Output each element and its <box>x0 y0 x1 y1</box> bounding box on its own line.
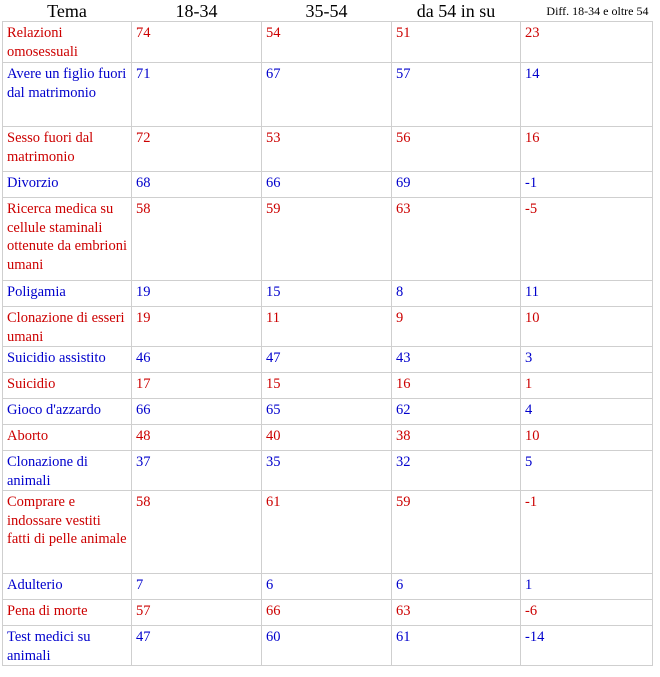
header-diff: Diff. 18-34 e oltre 54 <box>546 3 649 18</box>
cell-diff: 10 <box>521 307 653 347</box>
table-row <box>3 172 653 198</box>
cell-18-34: 57 <box>132 600 262 626</box>
header-18-34: 18-34 <box>175 0 218 21</box>
cell-54-plus: 61 <box>392 626 521 666</box>
cell-35-54: 15 <box>262 373 392 399</box>
cell-18-34: 66 <box>132 399 262 425</box>
cell-diff: 11 <box>521 281 653 307</box>
table-row <box>3 574 653 600</box>
table-row <box>3 347 653 373</box>
cell-35-54: 66 <box>262 172 392 198</box>
cell-tema: Adulterio <box>3 574 132 600</box>
data-table <box>2 0 653 666</box>
cell-18-34: 19 <box>132 281 262 307</box>
cell-tema: Sesso fuori dal matrimonio <box>3 127 132 172</box>
cell-35-54: 54 <box>262 22 392 63</box>
table-header <box>3 0 653 22</box>
cell-tema: Ricerca medica su cellule staminali ottenute da embrioni umani <box>3 198 132 281</box>
cell-diff: -6 <box>521 600 653 626</box>
cell-35-54: 15 <box>262 281 392 307</box>
cell-diff: -1 <box>521 172 653 198</box>
cell-tema: Suicidio assistito <box>3 347 132 373</box>
cell-diff: 16 <box>521 127 653 172</box>
cell-18-34: 7 <box>132 574 262 600</box>
cell-diff: 10 <box>521 425 653 451</box>
table-row <box>3 127 653 172</box>
table-row <box>3 626 653 666</box>
header-row <box>3 0 653 22</box>
cell-tema: Aborto <box>3 425 132 451</box>
table-row <box>3 451 653 491</box>
table-body <box>3 22 653 666</box>
table-row <box>3 600 653 626</box>
cell-54-plus: 9 <box>392 307 521 347</box>
cell-diff: -1 <box>521 491 653 574</box>
cell-tema: Pena di morte <box>3 600 132 626</box>
cell-diff: 23 <box>521 22 653 63</box>
cell-35-54: 59 <box>262 198 392 281</box>
cell-tema: Relazioni omosessuali <box>3 22 132 63</box>
table-row <box>3 307 653 347</box>
cell-diff: 1 <box>521 373 653 399</box>
cell-35-54: 53 <box>262 127 392 172</box>
cell-18-34: 37 <box>132 451 262 491</box>
cell-35-54: 11 <box>262 307 392 347</box>
header-tema: Tema <box>47 0 87 21</box>
cell-35-54: 35 <box>262 451 392 491</box>
cell-18-34: 17 <box>132 373 262 399</box>
cell-tema: Clonazione di animali <box>3 451 132 491</box>
cell-54-plus: 32 <box>392 451 521 491</box>
cell-35-54: 66 <box>262 600 392 626</box>
cell-diff: -14 <box>521 626 653 666</box>
cell-tema: Suicidio <box>3 373 132 399</box>
cell-18-34: 46 <box>132 347 262 373</box>
cell-tema: Avere un figlio fuori dal matrimonio <box>3 63 132 127</box>
cell-54-plus: 63 <box>392 600 521 626</box>
cell-35-54: 61 <box>262 491 392 574</box>
cell-18-34: 58 <box>132 491 262 574</box>
table-row <box>3 63 653 127</box>
cell-tema: Gioco d'azzardo <box>3 399 132 425</box>
cell-35-54: 40 <box>262 425 392 451</box>
cell-35-54: 47 <box>262 347 392 373</box>
cell-18-34: 58 <box>132 198 262 281</box>
cell-35-54: 65 <box>262 399 392 425</box>
cell-54-plus: 6 <box>392 574 521 600</box>
table-row <box>3 491 653 574</box>
cell-54-plus: 63 <box>392 198 521 281</box>
cell-54-plus: 38 <box>392 425 521 451</box>
cell-diff: 4 <box>521 399 653 425</box>
table-row <box>3 373 653 399</box>
cell-18-34: 68 <box>132 172 262 198</box>
cell-54-plus: 69 <box>392 172 521 198</box>
cell-54-plus: 56 <box>392 127 521 172</box>
cell-diff: 14 <box>521 63 653 127</box>
cell-18-34: 74 <box>132 22 262 63</box>
cell-54-plus: 51 <box>392 22 521 63</box>
cell-54-plus: 8 <box>392 281 521 307</box>
cell-35-54: 67 <box>262 63 392 127</box>
cell-54-plus: 43 <box>392 347 521 373</box>
table-row <box>3 425 653 451</box>
cell-18-34: 19 <box>132 307 262 347</box>
cell-18-34: 71 <box>132 63 262 127</box>
cell-54-plus: 62 <box>392 399 521 425</box>
table-row <box>3 281 653 307</box>
table-row <box>3 198 653 281</box>
cell-tema: Poligamia <box>3 281 132 307</box>
header-54-plus: da 54 in su <box>416 0 496 21</box>
cell-18-34: 47 <box>132 626 262 666</box>
cell-tema: Test medici su animali <box>3 626 132 666</box>
cell-tema: Comprare e indossare vestiti fatti di pelle animale <box>3 491 132 574</box>
cell-diff: 3 <box>521 347 653 373</box>
cell-diff: 5 <box>521 451 653 491</box>
table-row <box>3 399 653 425</box>
cell-tema: Divorzio <box>3 172 132 198</box>
cell-35-54: 60 <box>262 626 392 666</box>
cell-54-plus: 59 <box>392 491 521 574</box>
cell-54-plus: 16 <box>392 373 521 399</box>
cell-diff: -5 <box>521 198 653 281</box>
cell-18-34: 72 <box>132 127 262 172</box>
header-35-54: 35-54 <box>305 0 348 21</box>
table-row <box>3 22 653 63</box>
cell-54-plus: 57 <box>392 63 521 127</box>
cell-35-54: 6 <box>262 574 392 600</box>
cell-tema: Clonazione di esseri umani <box>3 307 132 347</box>
cell-18-34: 48 <box>132 425 262 451</box>
cell-diff: 1 <box>521 574 653 600</box>
